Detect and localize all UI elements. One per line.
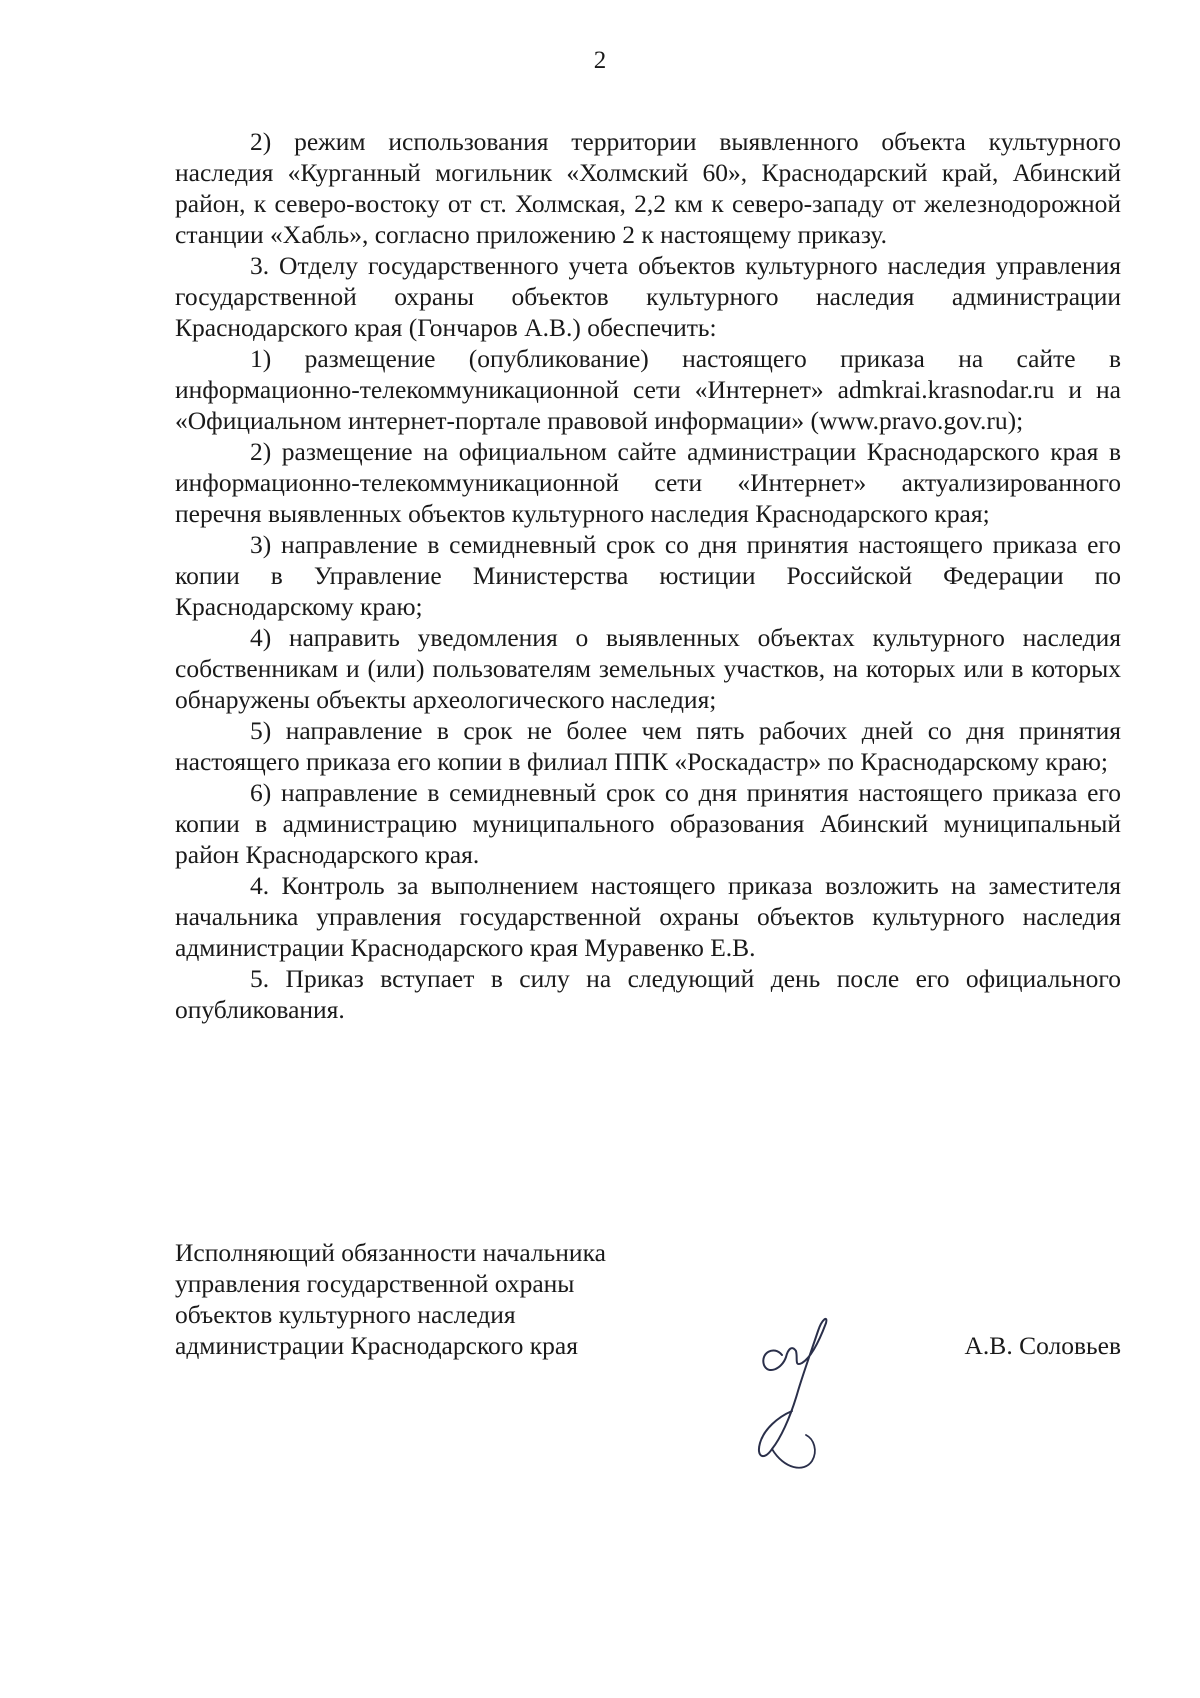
paragraph-clause-5: 5. Приказ вступает в силу на следующий день после его официального опубликования. (175, 964, 1121, 1024)
page-number: 2 (593, 47, 607, 74)
signatory-title-line: администрации Краснодарского края (175, 1331, 578, 1360)
signatory-title-line: Исполняющий обязанности начальника (175, 1238, 606, 1267)
signatory-name: А.В. Соловьев (964, 1331, 1121, 1360)
document-body (175, 126, 1121, 1025)
paragraph-item-3-5: 5) направление в срок не более чем пять рабочих дней со дня принятия настоящего приказа его копии в филиал ППК «Роскадастр» по Краснодарскому краю; (175, 716, 1121, 776)
paragraph-item-3-4: 4) направить уведомления о выявленных объектах культурного наследия собственникам и (или) пользователям земельных участков, на которых или в которых обнаружены объекты археологического наследия; (175, 623, 1121, 714)
signatory-title-line: объектов культурного наследия (175, 1300, 516, 1329)
signatory-title (175, 1237, 695, 1361)
handwritten-signature-icon (730, 1299, 870, 1479)
paragraph-item-3-2: 2) размещение на официальном сайте администрации Краснодарского края в информационно-телекоммуникационной сети «Интернет» актуализированного перечня выявленных объектов культурного наследия Краснодарского края; (175, 437, 1121, 528)
paragraph-clause-4: 4. Контроль за выполнением настоящего приказа возложить на заместителя начальника управления государственной охраны объектов культурного наследия администрации Краснодарского края Муравенко Е.В. (175, 871, 1121, 962)
paragraph-item-2-2: 2) режим использования территории выявленного объекта культурного наследия «Курганный могильник «Холмский 60», Краснодарский край, Абинский район, к северо-востоку от ст. Холмская, 2,2 км к северо-западу от железнодорожной станции «Хабль», согласно приложению 2 к настоящему приказу. (175, 127, 1121, 249)
signatory-title-line: управления государственной охраны (175, 1269, 575, 1298)
signature-block (175, 1237, 1121, 1477)
paragraph-clause-3: 3. Отделу государственного учета объектов культурного наследия управления государственной охраны объектов культурного наследия администрации Краснодарского края (Гончаров А.В.) обеспечить: (175, 251, 1121, 342)
paragraph-item-3-1: 1) размещение (опубликование) настоящего приказа на сайте в информационно-телекоммуникационной сети «Интернет» admkrai.krasnodar.ru и на «Официальном интернет-портале правовой информации» (www.pravo.gov.ru); (175, 344, 1121, 435)
paragraph-item-3-3: 3) направление в семидневный срок со дня принятия настоящего приказа его копии в Управление Министерства юстиции Российской Федерации по Краснодарскому краю; (175, 530, 1121, 621)
paragraph-item-3-6: 6) направление в семидневный срок со дня принятия настоящего приказа его копии в администрацию муниципального образования Абинский муниципальный район Краснодарского края. (175, 778, 1121, 869)
